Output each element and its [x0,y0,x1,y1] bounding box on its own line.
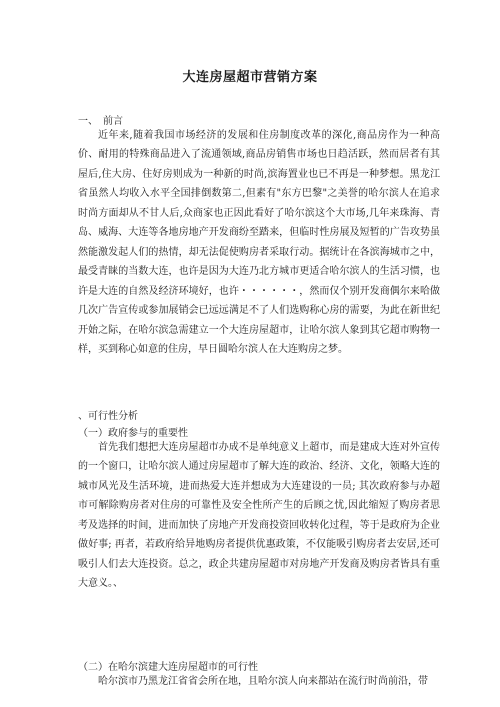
section-heading-feasibility: 、可行性分析 [78,411,138,422]
subheading-government-role: （一）政府参与的重要性 [78,428,188,439]
subheading-harbin-feasibility: （二）在哈尔滨建大连房屋超市的可行性 [78,662,258,673]
preface-paragraph: 近年来,随着我国市场经济的发展和住房制度改革的深化,商品房作为一种高价、耐用的特殊商品进入了流通领域,商品房销售市场也日趋活跃，然而居者有其屋后,住大房、住好房则成为一种新的时尚,滨海置业也已不再是一种梦想。黑龙江省虽然人均收入水平全国排倒数第二,但素有"东方巴黎"之美誉的哈尔滨人在追求时尚方面却从不甘人后,众商家也正因此看好了哈尔滨这个大市场,几年来珠海、青岛、威海、大连等各地房地产开发商纷至踏来，但临时性房展及短暂的广告攻势虽然能激发起人们的热情，却无法促使购房者采取行动。据统计在各滨海城市之中，最受青睐的当数大连，也许是因为大连乃北方城市更适合哈尔滨人的生活习惯，也许是大连的自然及经济环境好，也许・・・・・・，然而仅个别开发商偶尔来哈做几次广告宣传或参加展销会已远远满足不了人们选购称心房的需要，为此在新世纪开始之际，在哈尔滨急需建立一个大连房屋超市，让哈尔滨人象到其它超市购物一样，买到称心如意的住房，早日圆哈尔滨人在大连购房之梦。 [78,130,440,355]
section-heading-preface: 一、 前言 [78,116,123,127]
document-title: 大连房屋超市营销方案 [182,70,318,85]
government-role-paragraph: 首先我们想把大连房屋超市办成不是单纯意义上超市，而是建成大连对外宣传的一个窗口，让哈尔滨人通过房屋超市了解大连的政治、经济、文化，领略大连的城市风光及生活环境，进而热爱大连并想成为大连建设的一员; 其次政府参与办超市可解除购房者对住房的可靠性及安全性所产生的后顾之忧,因此缩短了购房者思考及选择的时间，进而加快了房地产开发商投资回收转化过程，等于是政府为企业做好事; 再者，若政府给异地购房者提供优惠政策，不仅能吸引购房者去安居,还可吸引人们去大连投资。总之，政企共建房屋超市对房地产开发商及购房者皆具有重大意义。、 [78,442,440,590]
harbin-feasibility-paragraph: 哈尔滨市乃黑龙江省省会所在地，且哈尔滨人向来都站在流行时尚前沿，带 [98,676,428,687]
